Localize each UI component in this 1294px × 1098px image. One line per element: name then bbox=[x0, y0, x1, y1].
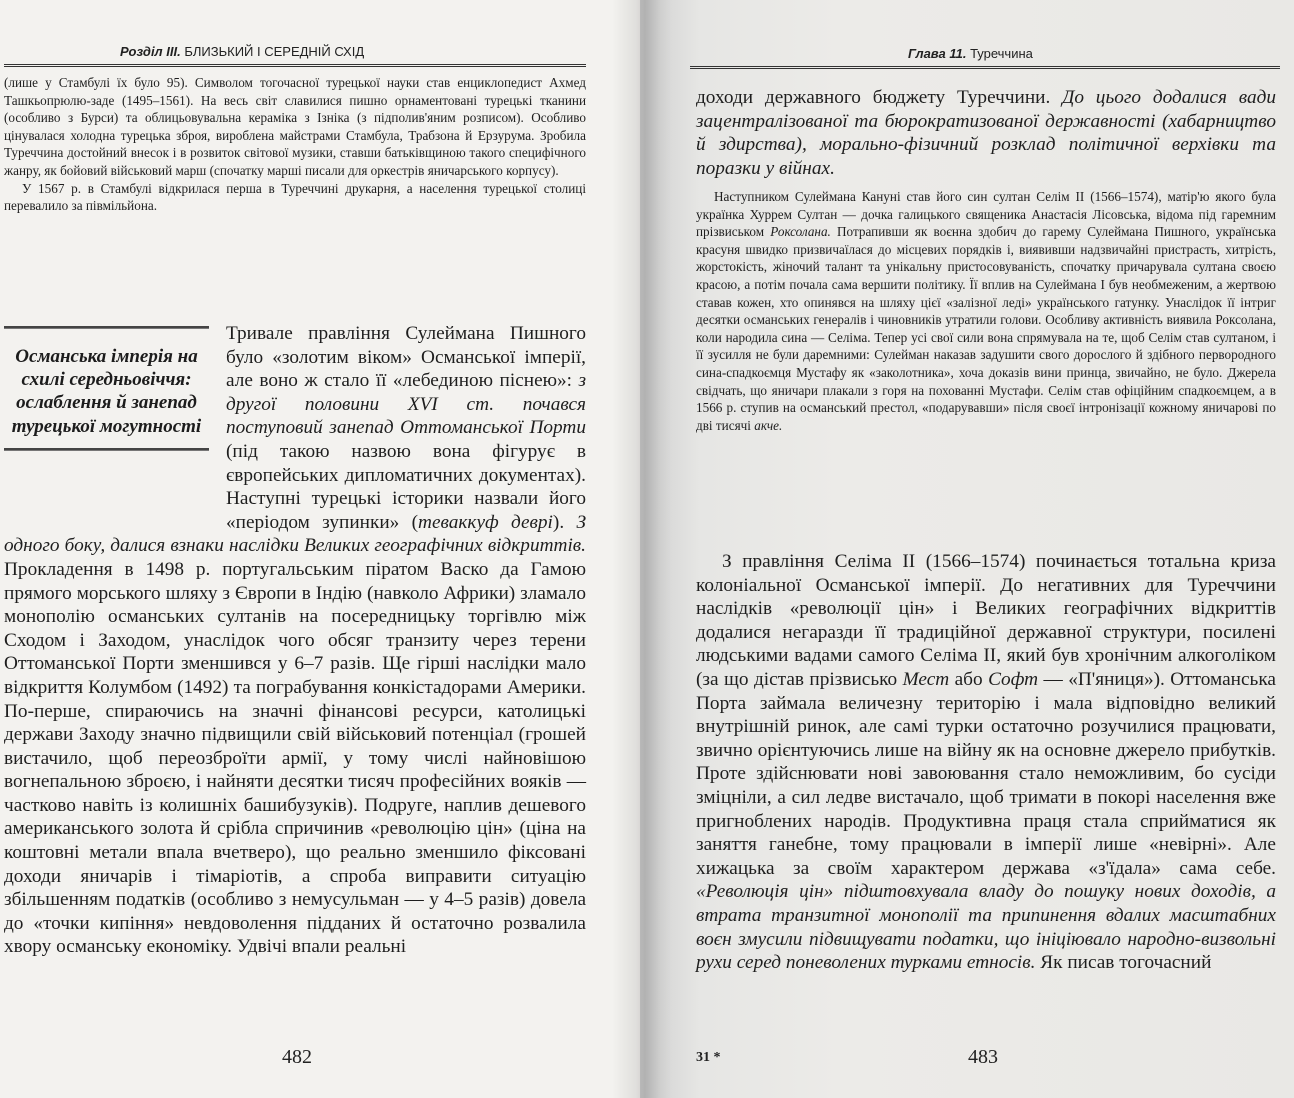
left-top-paragraph-2: У 1567 р. в Стамбулі відкрилася перша в Туреччині друкарня, а населення турецької столиці перевалило за півмільйона. bbox=[4, 180, 586, 214]
margin-float-spacer bbox=[4, 322, 226, 528]
right-top-text bbox=[696, 86, 1276, 180]
right-small-text bbox=[696, 188, 1276, 434]
printer-signature: 31 * bbox=[696, 1050, 721, 1065]
margin-heading-title: Османська імперія на схилі середньовіччя: ослаблення й занепад турецької могутності bbox=[11, 346, 202, 437]
right-running-header bbox=[908, 46, 1033, 61]
left-page bbox=[0, 0, 640, 1098]
left-running-header bbox=[120, 44, 364, 59]
right-main-t4: Як писав тогочасний bbox=[1035, 952, 1212, 974]
right-top-i1: До цього додалися вади зацентралізованої та бюрократизованої державності (хабарництво й здирства), морально-фізичний розклад політичної верхівки та поразки у війнах. bbox=[696, 87, 1276, 179]
right-main-i3: «Революція цін» підштовхувала владу до пошуку нових доходів, а втрата транзитної монополії та припинення вдалих масштабних воєн змусили підвищувати податки, що ініціювало народно-визвольні рухи серед поневолених турками етносів. bbox=[696, 881, 1276, 974]
left-header-rule bbox=[4, 64, 586, 67]
left-main-t1: Тривале правління Сулеймана Пишного було «золотим віком» Османської імперії, але воно ж стало її «лебединою піснею»: bbox=[226, 323, 586, 392]
right-top-t1: доходи державного бюджету Туреччини. bbox=[696, 87, 1063, 108]
right-small-i2: акче. bbox=[754, 417, 783, 433]
left-main-t2: (під такою назвою вона фігурує в європейських дипломатичних документах). Наступні турецькі історики назвали його «періодом зупинки» ( bbox=[226, 440, 586, 533]
right-small-t2: Потрапивши як воєнна здобич до гарему Сулеймана Пишного, українська красуня швидко призвичаїлася до місцевих порядків і, виявивши надзвичайні пристрасть, хитрість, жорстокість, жіночий талант та унікальну пристосовуваність, спочатку причарувала султана своєю красою, а потім почала сама вершити політику. Її вплив на Сулеймана І був необмеженим, а жертвою ставав кожен, хто опинявся на шляху цієї «залізної леді» українського гатунку. Унаслідок її інтриг десятки османських генералів і чиновників утратили голови. Особливу активність виявила Роксолана, коли народила сина — Селіма. Тепер усі свої сили вона спрямувала на те, щоб Селім став султаном, і її зусилля не були даремними: Сулейман наказав задушити свого дорослого й здібного первородного сина-спадкоємця Мустафу як «заколотника», хоча доказів вини принца, звичайно, не було. Джерела свідчать, що яничари плакали з горя на похованні Мустафи. Селім став офіційним спадкоємцем, а в 1566 р. ступив на османський престол, «подарувавши» після своєї інтронізації кожному яничарові по дві тисячі bbox=[696, 224, 1276, 433]
left-top-paragraph-1: (лише у Стамбулі їх було 95). Символом тогочасної турецької науки став енциклопедист Ахмед Ташкьопрюлю-заде (1495–1561). На весь світ славилися пишно орнаментовані турецькі тканини (особливо з Бурси) та облицьовувальна кераміка з Ізніка (з підполив'яним розписом). Особливо цінувалася холодна турецька зброя, вироблена майстрами Стамбула, Трабзона й Ерзурума. Зробила Туреччина достойний внесок і в розвиток світової музики, ставши батьківщиною такого специфічного жанру, як бойовий військовий марш (спочатку марші писали для оркестрів яничарського корпусу). bbox=[4, 75, 586, 178]
right-main-t1: З правління Селіма II (1566–1574) починається тотальна криза колоніальної Османської імперії. До негативних для Туреччини наслідків «революції цін» і Великих географічних відкриттів додалися негаразди її традиційної державної структури, посилені людськими вадами самого Селіма II, який був хронічним алкоголіком (за що дістав прізвисько bbox=[696, 551, 1276, 690]
left-main-t4: Прокладення в 1498 р. португальським піратом Васко да Гамою прямого морського шляху з Європи в Індію (навколо Африки) зламало монополію османських султанів на посередницьку торгівлю між Сходом і Заходом, унаслідок чого обсяг транзиту через терени Оттоманської Порти зменшився у 6–7 разів. Ще гірші наслідки мало відкриття Колумбом (1492) та пограбування конкістадорами Америки. По-перше, спираючись на значні фінансові ресурси, католицькі держави Заходу значно підвищили свій військовий потенціал (грошей вистачило, щоб переозброїти армії, у тому числі найновішою вогнепальною зброєю, і найняти десятки тисяч професійних вояків — частково навіть із колишніх башибузуків). Подруге, наплив дешевого американського золота й срібла спричинив «революцію цін» (ціна на коштовні метали впала вчетверо), що реально зменшило фіксовані доходи яничарів і тімаріотів, а спроба виправити ситуацію збільшенням податків (особливо з немусульман — у 4–5 разів) довела до «точки кипіння» невдоволення підданих й остаточно розвалила хвору османську економіку. Удвічі впали реальні bbox=[4, 558, 586, 958]
right-main-i1: Мест bbox=[902, 668, 950, 690]
left-header-section: Розділ III. bbox=[120, 44, 181, 59]
right-header-title: Туреччина bbox=[970, 46, 1033, 61]
right-main-text bbox=[696, 550, 1276, 975]
left-header-title: БЛИЗЬКИЙ І СЕРЕДНІЙ СХІД bbox=[184, 44, 365, 59]
left-main-i2: теваккуф деврі bbox=[418, 511, 553, 533]
right-main-t2: або bbox=[949, 668, 989, 690]
right-header-section: Глава 11. bbox=[908, 46, 967, 61]
right-page bbox=[640, 0, 1294, 1098]
right-main-t3: — «П'яниця»). Оттоманська Порта займала величезну територію і мала відповідно великий внутрішній ринок, але самі турки остаточно розучилися працювати, звично орієнтуючись лише на війну як на основне джерело прибутків. Проте здійснювати нові завоювання стало неможливим, бо сусіди зміцніли, а сил ледве вистачало, щоб тримати в покорі населення вже пригноблених народів. Продуктивна праця стала сприйматися як заняття ганебне, тому працювали в імперії лише «невірні». Але хижацька за своїм характером держава «з'їдала» сама себе. bbox=[696, 668, 1276, 879]
right-page-number: 483 bbox=[968, 1046, 998, 1068]
right-small-i1: Роксолана. bbox=[770, 224, 831, 240]
right-small-t1: Наступником Сулеймана Кануні став його син султан Селім II (1566–1574), матір'ю якого була українка Хуррем Султан — дочка галицького священика Анастасія Лісовська, відома під гаремним прізвиськом bbox=[696, 189, 1276, 240]
left-main-i1: з другої половини XVI ст. почався поступовий занепад Оттоманської Порти bbox=[226, 370, 586, 439]
left-top-text bbox=[4, 74, 586, 215]
left-main-i3: З одного боку, далися взнаки наслідки Великих географічних відкриттів. bbox=[4, 511, 586, 557]
left-main-text bbox=[4, 322, 586, 959]
right-main-i2: Софт bbox=[988, 668, 1039, 690]
right-header-rule bbox=[690, 66, 1280, 69]
book-gutter-shadow bbox=[612, 0, 672, 1098]
left-page-number: 482 bbox=[282, 1046, 312, 1068]
left-main-t3: ). bbox=[552, 511, 577, 533]
